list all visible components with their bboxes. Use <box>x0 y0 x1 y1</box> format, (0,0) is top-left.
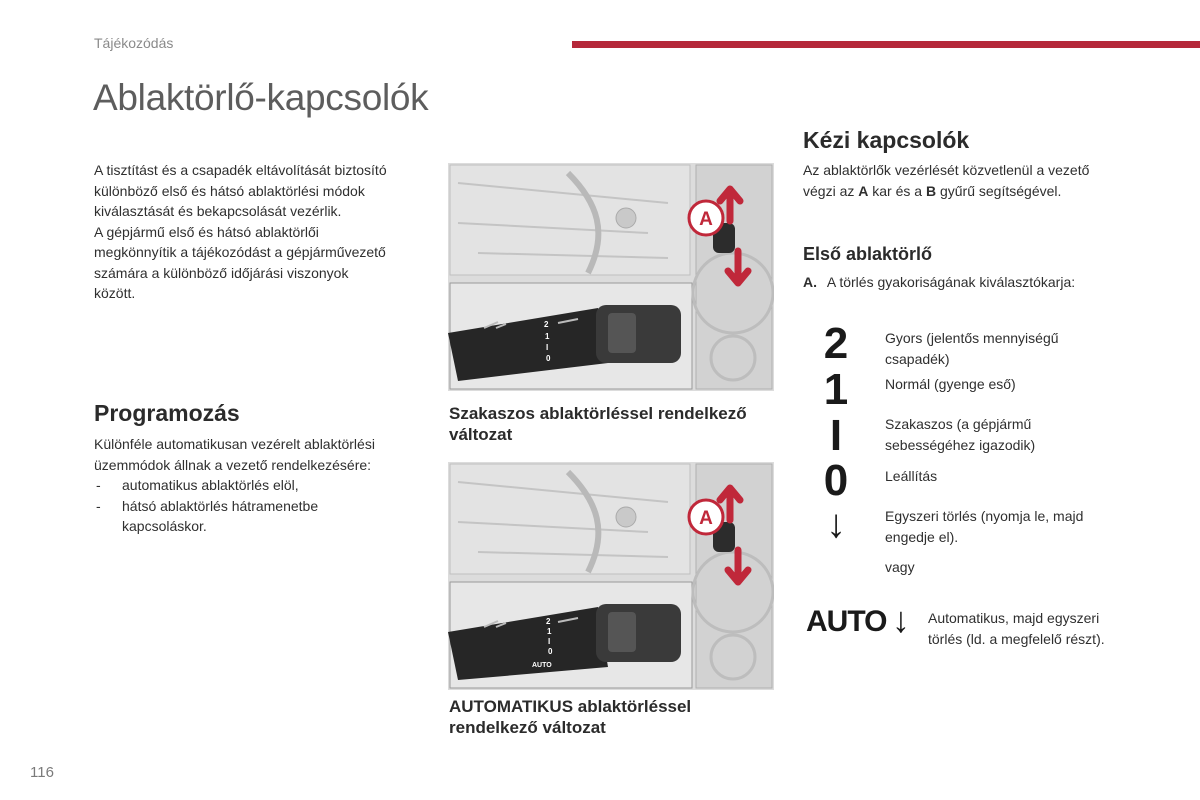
manual-line <box>803 181 1163 202</box>
auto-arrow-icon: ↓ <box>892 599 910 640</box>
or-text: vagy <box>885 559 915 575</box>
list-item: - automatikus ablaktörlés elöl, <box>94 475 434 496</box>
section-label: Tájékozódás <box>94 35 174 51</box>
single-wipe-arrow-icon: ↓ <box>826 502 846 546</box>
mode-symbol-0: 0 <box>823 456 849 505</box>
callout-a: A <box>699 209 713 230</box>
list-item: - hátsó ablaktörlés hátramenetbe kapcsoláskor. <box>94 496 352 537</box>
callout-a: A <box>699 508 713 529</box>
programming-line: Különféle automatikusan vezérelt ablaktörlési <box>94 436 375 452</box>
wiper-stalk-illustration <box>448 163 774 391</box>
intro-line: A tisztítást és a csapadék eltávolítását biztosító <box>94 162 387 178</box>
wiper-stalk-figure-auto <box>448 462 774 690</box>
mode-symbol-intermittent: I <box>829 411 843 460</box>
manual-text-pre: végzi az <box>803 182 859 199</box>
mode-description-fast <box>885 328 1059 369</box>
lever-mark-1: 1 <box>545 332 550 341</box>
manual-text-mid: kar és a <box>868 182 926 199</box>
wiper-stalk-figure-intermittent <box>448 163 774 391</box>
mode-description-normal <box>885 374 1016 395</box>
lever-mark-0: 0 <box>548 647 553 656</box>
manual-line: Az ablaktörlők vezérlését közvetlenül a vezető <box>803 162 1090 178</box>
programming-heading: Programozás <box>94 400 240 426</box>
mode-description-single-wipe <box>885 506 1083 547</box>
manual-text-post: gyűrű segítségével. <box>936 182 1062 199</box>
figure-caption-auto: AUTOMATIKUS ablaktörléssel rendelkező változat <box>449 697 692 737</box>
ring-b-label: B <box>925 182 937 199</box>
mode-description-auto <box>928 608 1105 649</box>
mode-line: engedje el). <box>885 528 959 545</box>
lever-a-label: A <box>858 182 869 199</box>
auto-symbol: AUTO <box>806 605 887 638</box>
programming-list <box>94 475 434 537</box>
header-accent-bar <box>572 41 1200 48</box>
mode-line: sebességéhez igazodik) <box>885 436 1036 453</box>
lever-mark-2: 2 <box>544 320 549 329</box>
lever-mark-0: 0 <box>546 354 551 363</box>
intro-line: különböző első és hátsó ablaktörlési módok <box>94 182 365 199</box>
mode-description-intermittent <box>885 414 1035 455</box>
lever-mark-1: 1 <box>547 627 552 636</box>
lever-mark-auto: AUTO <box>532 662 552 669</box>
mode-line: Szakaszos (a gépjármű <box>885 416 1032 432</box>
lever-mark-2: 2 <box>546 617 551 626</box>
mode-line: törlés (ld. a megfelelő részt). <box>928 630 1105 647</box>
intro-line: kiválasztását és bekapcsolását vezérlik. <box>94 203 342 219</box>
intro-line: A gépjármű első és hátsó ablaktörlői <box>94 223 319 240</box>
programming-line: üzemmódok állnak a vezető rendelkezésére: <box>94 456 372 473</box>
intro-line: megkönnyítik a tájékozódást a gépjárművezető <box>94 244 386 260</box>
mode-line: Automatikus, majd egyszeri <box>928 610 1100 626</box>
mode-line: Leállítás <box>885 468 938 484</box>
manual-switches-heading: Kézi kapcsolók <box>803 127 970 153</box>
wiper-stalk-illustration <box>448 462 774 690</box>
manual-switches-text <box>803 160 1163 201</box>
lever-mark-i: I <box>546 343 549 352</box>
intro-line: között. <box>94 285 136 301</box>
page-title: Ablaktörlő-kapcsolók <box>93 77 429 118</box>
front-wiper-item <box>803 272 1163 293</box>
page-number: 116 <box>30 764 54 781</box>
intro-paragraph <box>94 160 434 304</box>
mode-symbol-1: 1 <box>823 365 849 414</box>
mode-description-off <box>885 466 937 487</box>
item-label: A. <box>803 274 817 290</box>
mode-symbol-2: 2 <box>823 319 849 368</box>
intro-line: számára a különböző időjárási viszonyok <box>94 264 349 281</box>
mode-line: Egyszeri törlés (nyomja le, majd <box>885 508 1084 524</box>
mode-line: csapadék) <box>885 350 950 367</box>
item-text: A törlés gyakoriságának kiválasztókarja: <box>826 274 1076 290</box>
mode-line: Normál (gyenge eső) <box>885 376 1016 392</box>
front-wiper-heading: Első ablaktörlő <box>803 244 933 264</box>
figure-caption-intermittent: Szakaszos ablaktörléssel rendelkező változat <box>449 404 747 444</box>
mode-line: Gyors (jelentős mennyiségű <box>885 330 1059 346</box>
programming-text <box>94 434 434 537</box>
lever-mark-i: I <box>548 637 551 646</box>
